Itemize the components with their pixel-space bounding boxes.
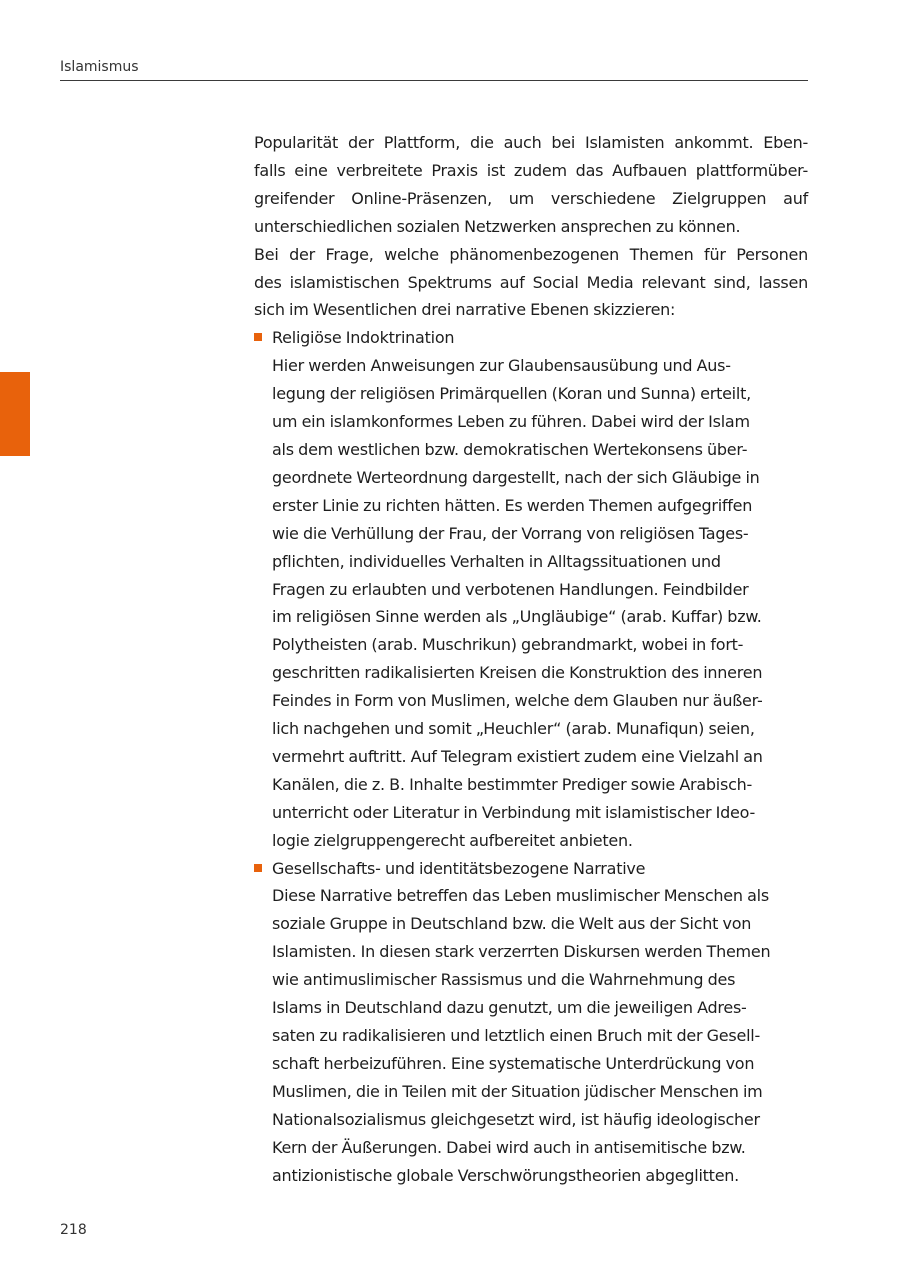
text-line: legung der religiösen Primärquellen (Koran und Sunna) erteilt,	[272, 384, 751, 404]
list-item	[254, 855, 808, 1190]
text-line: soziale Gruppe in Deutschland bzw. die Welt aus der Sicht von	[272, 914, 752, 934]
text-line: unterschiedlichen sozialen Netzwerken ansprechen zu können.	[254, 216, 741, 236]
square-bullet-icon	[254, 864, 262, 872]
list-item-body	[254, 882, 808, 1189]
text-line: antizionistische globale Verschwörungstheorien abgeglitten.	[272, 1165, 740, 1185]
text-line: falls eine verbreitete Praxis ist zudem das Aufbauen plattformüber-	[254, 160, 808, 180]
page-number: 218	[60, 1222, 87, 1238]
text-line: vermehrt auftritt. Auf Telegram existiert zudem eine Vielzahl an	[272, 746, 763, 766]
text-line: geschritten radikalisierten Kreisen die Konstruktion des inneren	[272, 663, 763, 683]
text-line: geordnete Werteordnung dargestellt, nach der sich Gläubige in	[272, 467, 760, 487]
intro-paragraph	[254, 129, 808, 324]
text-line: Diese Narrative betreffen das Leben muslimischer Menschen als	[272, 886, 769, 906]
body-text	[254, 129, 808, 1189]
text-line: schaft herbeizuführen. Eine systematische Unterdrückung von	[272, 1053, 755, 1073]
text-line: logie zielgruppengerecht aufbereitet anbieten.	[272, 830, 633, 850]
text-line: wie antimuslimischer Rassismus und die Wahrnehmung des	[272, 970, 736, 990]
list-item-title	[254, 324, 808, 352]
text-line: als dem westlichen bzw. demokratischen Wertekonsens über-	[272, 439, 748, 459]
text-line: Kern der Äußerungen. Dabei wird auch in antisemitische bzw.	[272, 1137, 746, 1157]
text-line: Fragen zu erlaubten und verbotenen Handlungen. Feindbilder	[272, 579, 749, 599]
text-line: Popularität der Plattform, die auch bei Islamisten ankommt. Eben-	[254, 133, 808, 152]
text-line: Polytheisten (arab. Muschrikun) gebrandmarkt, wobei in fort-	[272, 635, 744, 655]
list-item	[254, 324, 808, 854]
list-item-title-text: Religiöse Indoktrination	[272, 328, 455, 348]
list-item-body	[254, 352, 808, 854]
text-line: Islams in Deutschland dazu genutzt, um die jeweiligen Adres-	[272, 998, 747, 1018]
text-line: Bei der Frage, welche phänomenbezogenen Themen für Personen	[254, 244, 808, 264]
text-line: im religiösen Sinne werden als „Ungläubige“ (arab. Kuffar) bzw.	[272, 607, 762, 627]
text-line: des islamistischen Spektrums auf Social Media relevant sind, lassen	[254, 272, 808, 292]
text-line: unterricht oder Literatur in Verbindung mit islamistischer Ideo-	[272, 802, 755, 822]
chapter-side-tab	[0, 372, 30, 456]
text-line: Hier werden Anweisungen zur Glaubensausübung und Aus-	[272, 356, 731, 376]
text-line: um ein islamkonformes Leben zu führen. Dabei wird der Islam	[272, 412, 750, 432]
running-header: Islamismus	[60, 59, 139, 75]
text-line: wie die Verhüllung der Frau, der Vorrang von religiösen Tages-	[272, 523, 749, 543]
text-line: Kanälen, die z. B. Inhalte bestimmter Prediger sowie Arabisch-	[272, 774, 753, 794]
text-line: Muslimen, die in Teilen mit der Situation jüdischer Menschen im	[272, 1081, 763, 1101]
text-line: lich nachgehen und somit „Heuchler“ (arab. Munafiqun) seien,	[272, 719, 755, 739]
text-line: saten zu radikalisieren und letztlich einen Bruch mit der Gesell-	[272, 1026, 760, 1045]
text-line: Islamisten. In diesen stark verzerrten Diskursen werden Themen	[272, 942, 771, 962]
text-line: erster Linie zu richten hätten. Es werden Themen aufgegriffen	[272, 495, 753, 515]
square-bullet-icon	[254, 333, 262, 341]
text-line: pflichten, individuelles Verhalten in Alltagssituationen und	[272, 551, 721, 571]
text-line: Nationalsozialismus gleichgesetzt wird, ist häufig ideologischer	[272, 1109, 760, 1129]
text-line: Feindes in Form von Muslimen, welche dem Glauben nur äußer-	[272, 691, 763, 711]
text-line: greifender Online-Präsenzen, um verschiedene Zielgruppen auf	[254, 188, 808, 208]
list-item-title	[254, 855, 808, 883]
list-item-title-text: Gesellschafts- und identitätsbezogene Narrative	[272, 858, 646, 878]
header-rule	[60, 80, 808, 81]
text-line: sich im Wesentlichen drei narrative Ebenen skizzieren:	[254, 300, 676, 320]
